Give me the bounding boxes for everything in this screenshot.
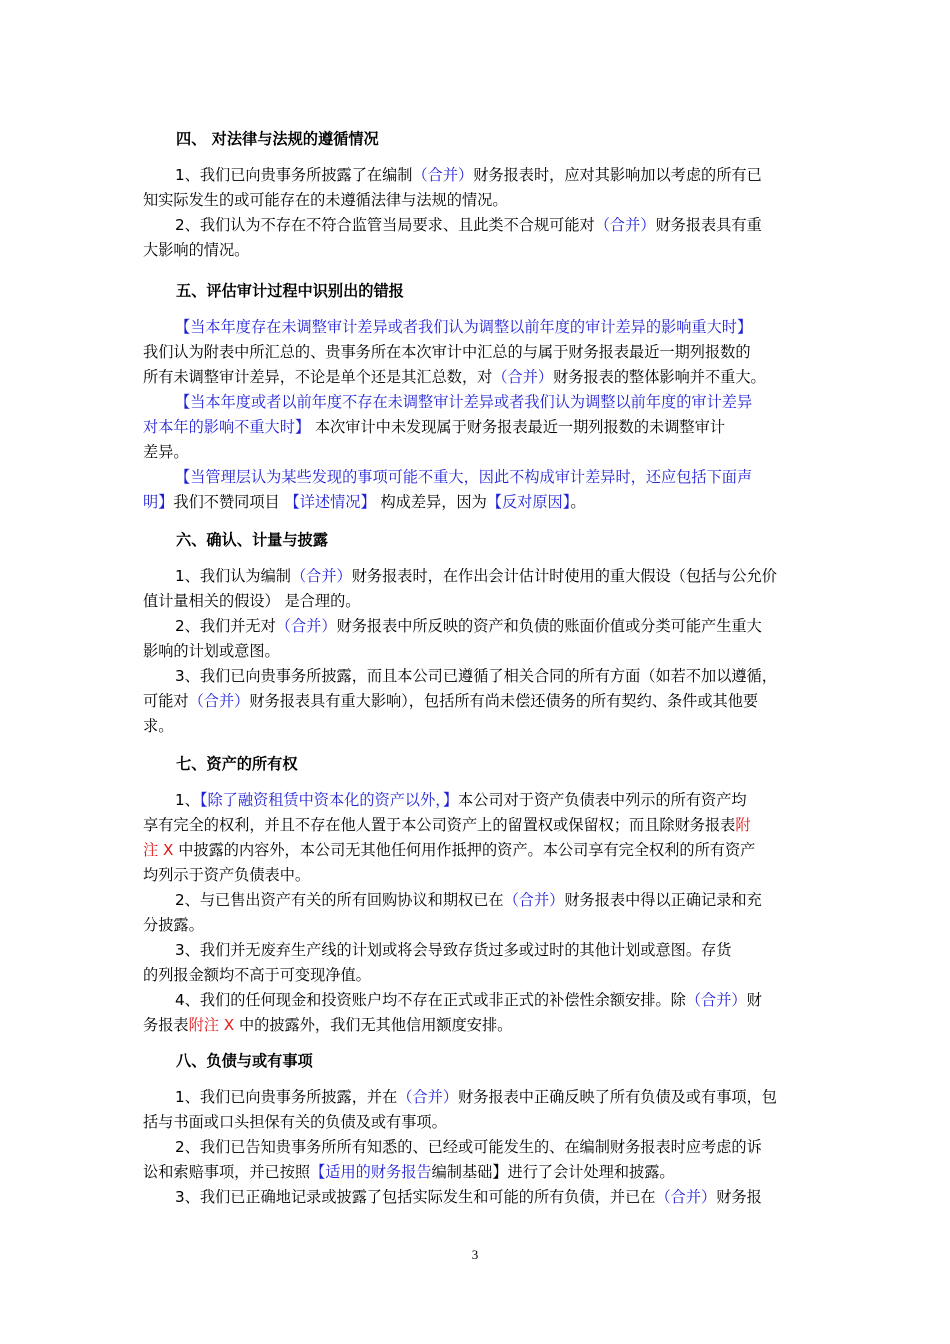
section-5-heading: 五、评估审计过程中识别出的错报 xyxy=(176,282,404,300)
section-5-paragraph-3: 【当管理层认为某些发现的事项可能不重大，因此不构成审计差异时，还应包括下面声 明】我们不赞同项目 【详述情况】 构成差异，因为【反对原因】。 xyxy=(143,468,753,511)
section-7-paragraph-3: 3、我们并无废弃生产线的计划或将会导致存货过多或过时的其他计划或意图。存货 的列报金额均不高于可变现净值。 xyxy=(143,941,732,984)
section-4-heading: 四、 对法律与法规的遵循情况 xyxy=(176,130,379,148)
section-8-paragraph-2: 2、我们已告知贵事务所所有知悉的、已经或可能发生的、在编制财务报表时应考虑的诉 讼和索赔事项，并已按照【适用的财务报告编制基础】进行了会计处理和披露。 xyxy=(143,1138,762,1181)
section-6-paragraph-3: 3、我们已向贵事务所披露，而且本公司已遵循了相关合同的所有方面（如若不加以遵循， 可能对（合并）财务报表具有重大影响），包括所有尚未偿还债务的所有契约、条件或其他要 求。 xyxy=(143,667,777,735)
section-8-heading: 八、负债与或有事项 xyxy=(176,1052,313,1070)
section-7-paragraph-1: 1、【除了融资租赁中资本化的资产以外，】本公司对于资产负债表中列示的所有资产均 享有完全的权利，并且不存在他人置于本公司资产上的留置权或保留权；而且除财务报表附 注 X 中披露的内容外，本公司无其他任何用作抵押的资产。本公司享有完全权利的所有资产 均列示于资产负债表中。 xyxy=(143,791,756,884)
section-8-paragraph-1: 1、我们已向贵事务所披露，并在（合并）财务报表中正确反映了所有负债及或有事项，包 括与书面或口头担保有关的负债及或有事项。 xyxy=(143,1088,777,1131)
section-6-paragraph-1: 1、我们认为编制（合并）财务报表时，在作出会计估计时使用的重大假设（包括与公允价 值计量相关的假设） 是合理的。 xyxy=(143,567,777,610)
section-8-paragraph-3: 3、我们已正确地记录或披露了包括实际发生和可能的所有负债，并已在（合并）财务报 xyxy=(175,1188,762,1206)
section-5-paragraph-2: 【当本年度或者以前年度不存在未调整审计差异或者我们认为调整以前年度的审计差异 对本年的影响不重大时】 本次审计中未发现属于财务报表最近一期列报数的未调整审计 差异。 xyxy=(143,393,753,461)
section-6-heading: 六、确认、计量与披露 xyxy=(176,531,328,549)
section-7-heading: 七、资产的所有权 xyxy=(176,755,298,773)
section-5-paragraph-1: 【当本年度存在未调整审计差异或者我们认为调整以前年度的审计差异的影响重大时】 我们认为附表中所汇总的、贵事务所在本次审计中汇总的与属于财务报表最近一期列报数的 所有未调整审计差异，不论是单个还是其汇总数，对（合并）财务报表的整体影响并不重大。 xyxy=(143,318,766,386)
section-7-paragraph-4: 4、我们的任何现金和投资账户均不存在正式或非正式的补偿性余额安排。除（合并）财 务报表附注 X 中的披露外，我们无其他信用额度安排。 xyxy=(143,991,762,1034)
section-6-paragraph-2: 2、我们并无对（合并）财务报表中所反映的资产和负债的账面价值或分类可能产生重大 影响的计划或意图。 xyxy=(143,617,762,660)
section-4-paragraph-1: 1、我们已向贵事务所披露了在编制（合并）财务报表时，应对其影响加以考虑的所有已 知实际发生的或可能存在的未遵循法律与法规的情况。 xyxy=(143,166,762,209)
section-4-paragraph-2: 2、我们认为不存在不符合监管当局要求、且此类不合规可能对（合并）财务报表具有重 大影响的情况。 xyxy=(143,216,762,259)
page-number: 3 xyxy=(471,1247,479,1262)
section-7-paragraph-2: 2、与已售出资产有关的所有回购协议和期权已在（合并）财务报表中得以正确记录和充 分披露。 xyxy=(143,891,762,934)
